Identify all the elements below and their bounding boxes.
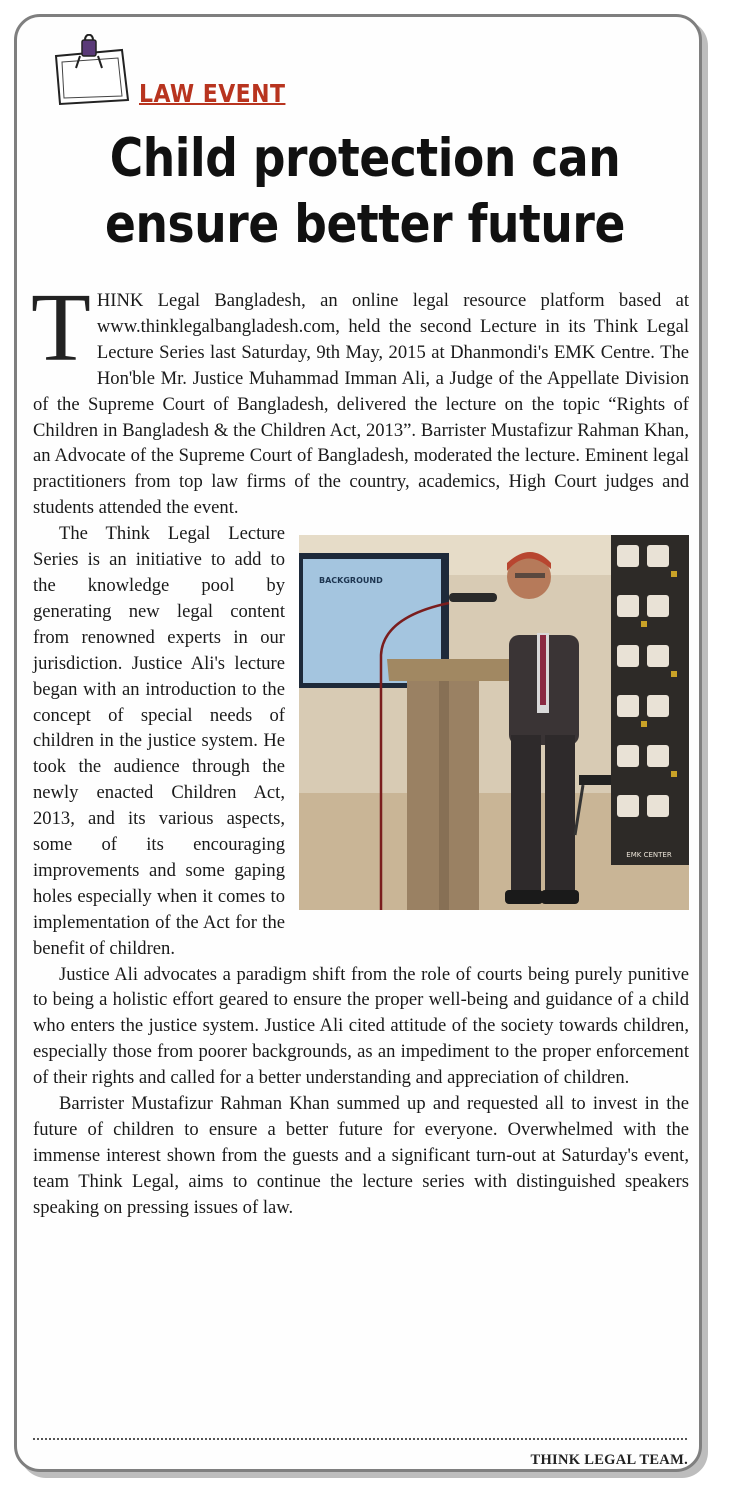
dotted-divider [33, 1438, 687, 1440]
paragraph-3: Justice Ali advocates a paradigm shift from the role of courts being purely punitive to being a holistic effort geared to ensure the proper well-being and guidance of a child who enters the justice system. Justice Ali cited attitude of the society towards children, especially those from poorer backgrounds, as an impediment to the proper enforcement of their rights and called for a better understanding and appreciation of children. [33, 963, 689, 1089]
headline-line-2: ensure better future [105, 194, 625, 255]
byline: THINK LEGAL TEAM. [530, 1452, 688, 1468]
headline [68, 126, 661, 258]
paragraph-2-text: The Think Legal Lecture Series is an initiative to add to the knowledge pool by generating new legal content from renowned experts in our jurisdiction. Justice Ali's lecture began with an introduction to the concept of special needs of children in the justice system. He took the audience through the newly enacted Children Act, 2013, and its various aspects, some of its encouraging improvements and some gaping holes especially when it comes to implementation of the Act for the benefit of children. [33, 523, 285, 959]
paperclip-note-icon [52, 34, 134, 108]
screen-text: BACKGROUND [319, 576, 383, 586]
article-body [31, 274, 689, 1221]
drop-cap: T [31, 274, 91, 382]
event-photo [299, 535, 689, 910]
paragraph-1 [31, 274, 689, 521]
banner-text: EMK CENTER [626, 851, 672, 860]
event-photo-image [299, 535, 689, 910]
paragraph-2 [33, 521, 689, 961]
paragraph-1-text: HINK Legal Bangladesh, an online legal resource platform based at www.thinklegalbangladesh.com, held the second Lecture in its Think Legal Lecture Series last Saturday, 9th May, 2015 at Dhanmondi's EMK Centre. The Hon'ble Mr. Justice Muhammad Imman Ali, a Judge of the Appellate Division of the Supreme Court of Bangladesh, delivered the lecture on the topic “Rights of Children in Bangladesh & the Children Act, 2013”. Barrister Mustafizur Rahman Khan, an Advocate of the Supreme Court of Bangladesh, moderated the lecture. Eminent legal practitioners from top law firms of the country, academics, High Court judges and students attended the event. [33, 290, 689, 519]
paragraph-4: Barrister Mustafizur Rahman Khan summed up and requested all to invest in the future of children to ensure a better future for everyone. Overwhelmed with the immense interest shown from the guests and a significant turn-out at Saturday's event, team Think Legal, aims to continue the lecture series with distinguished speakers speaking on pressing issues of law. [33, 1093, 689, 1218]
section-label: LAW EVENT [139, 79, 286, 108]
headline-line-1: Child protection can [109, 128, 621, 189]
